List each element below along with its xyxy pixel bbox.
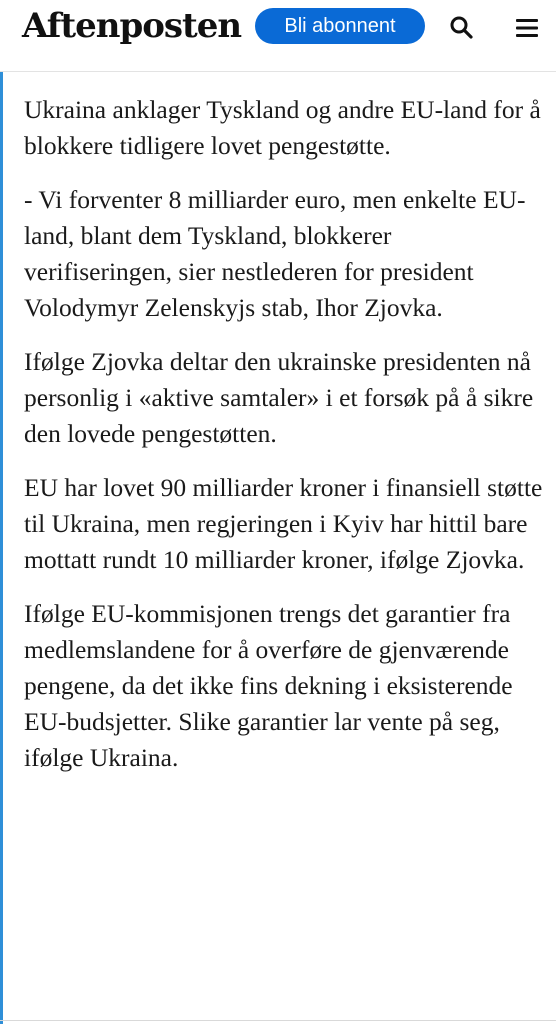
search-icon [448,14,476,42]
site-logo[interactable]: Aftenposten [22,6,242,46]
menu-button[interactable] [512,14,542,42]
site-header [0,0,556,72]
search-button[interactable] [448,14,476,42]
hamburger-menu-icon [512,14,542,42]
article-paragraph: Ukraina anklager Tyskland og andre EU-land for å blokkere tidligere lovet pengestøtte. [24,95,541,160]
left-accent-rule [0,0,3,1024]
subscribe-button[interactable]: Bli abonnent [255,8,425,44]
article-paragraph: Ifølge Zjovka deltar den ukrainske presidenten nå personlig i «aktive samtaler» i et forsøk på å sikre den lovede pengestøtten. [24,347,534,448]
article-paragraph: - Vi forventer 8 milliarder euro, men enkelte EU-land, blant dem Tyskland, blokkerer verifiseringen, sier nestlederen for president Volodymyr Zelenskyjs stab, Ihor Zjovka. [24,185,526,322]
article-paragraph: Ifølge EU-kommisjonen trengs det garantier fra medlemslandene for å overføre de gjenværende pengene, da det ikke fins dekning i eksisterende EU-budsjetter. Slike garantier lar vente på seg, ifølge Ukraina. [24,599,513,772]
article-body [24,92,544,794]
bottom-divider [0,1020,556,1021]
article-paragraph: EU har lovet 90 milliarder kroner i finansiell støtte til Ukraina, men regjeringen i Kyiv har hittil bare mottatt rundt 10 milliarder kroner, ifølge Zjovka. [24,473,543,574]
